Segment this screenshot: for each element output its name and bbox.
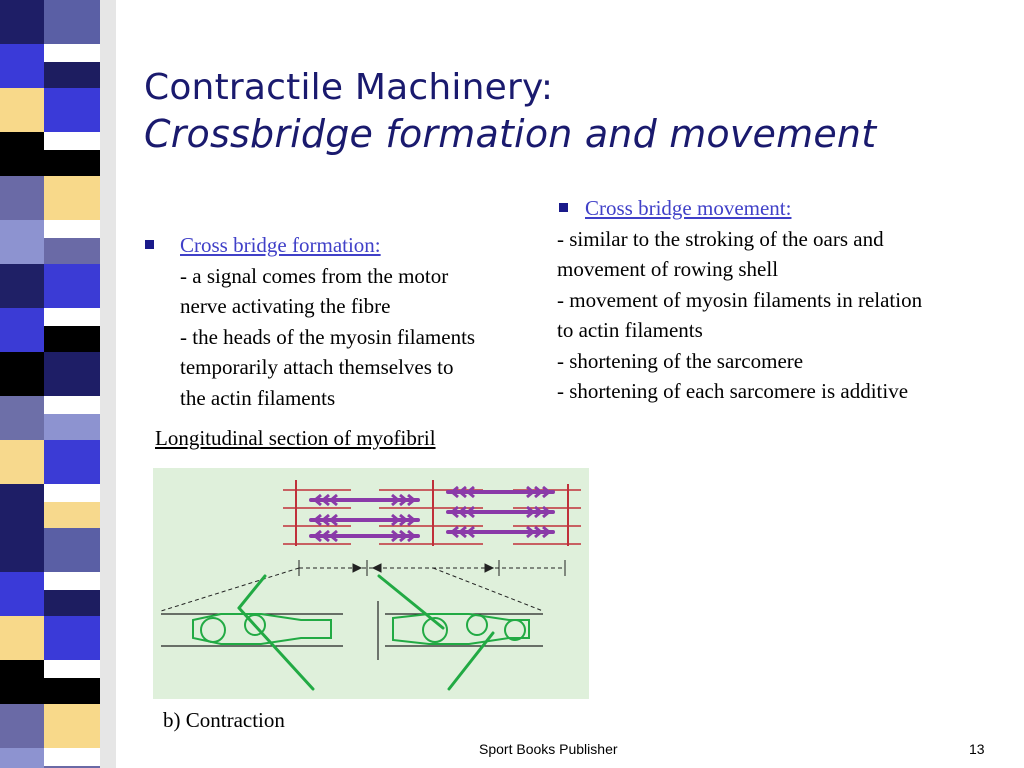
footer-publisher: Sport Books Publisher xyxy=(479,741,618,757)
strip-block xyxy=(44,176,100,220)
cross-bridge-formation-link[interactable]: Cross bridge formation: xyxy=(180,233,381,257)
strip-block xyxy=(44,704,100,748)
measurement-line xyxy=(299,560,565,576)
strip-block xyxy=(0,440,44,484)
cross-bridge-movement-link[interactable]: Cross bridge movement: xyxy=(585,196,792,220)
left-bullet-line: nerve activating the fibre xyxy=(180,294,391,318)
right-bullet-line: - shortening of the sarcomere xyxy=(557,348,804,373)
strip-block xyxy=(44,528,100,572)
strip-block xyxy=(44,88,100,132)
right-bullet-line: movement of rowing shell xyxy=(557,257,779,281)
strip-edge xyxy=(100,0,116,768)
oars xyxy=(239,576,493,689)
title-line-1: Contractile Machinery: xyxy=(144,67,554,108)
strip-block xyxy=(0,264,44,308)
decorative-left-strip xyxy=(0,0,116,768)
left-bullet-line: temporarily attach themselves to xyxy=(180,355,454,379)
strip-block xyxy=(0,308,44,352)
myofibril-contraction-figure xyxy=(153,468,589,699)
strip-block xyxy=(44,352,100,396)
strip-block xyxy=(0,572,44,616)
strip-block xyxy=(0,396,44,440)
strip-block xyxy=(0,220,44,264)
myofibril-illustration xyxy=(153,468,589,699)
figure-subcaption: b) Contraction xyxy=(163,708,285,732)
strip-block xyxy=(44,440,100,484)
left-bullet-line: - a signal comes from the motor xyxy=(180,263,449,288)
strip-block xyxy=(0,176,44,220)
strip-block xyxy=(0,528,44,572)
left-bullet-line: - the heads of the myosin filaments xyxy=(180,324,476,349)
slide-title xyxy=(144,66,1004,158)
strip-block xyxy=(0,88,44,132)
strip-block xyxy=(0,44,44,88)
left-bullet-block xyxy=(180,230,550,413)
right-bullet-block xyxy=(557,193,1017,407)
strip-block xyxy=(0,748,44,768)
right-bullet-line: to actin filaments xyxy=(557,318,703,342)
right-bullet-line: - movement of myosin filaments in relation xyxy=(557,287,923,312)
strip-block xyxy=(0,660,44,704)
strip-block xyxy=(44,616,100,660)
left-bullet-line: the actin filaments xyxy=(180,385,336,410)
title-line-2: Crossbridge formation and movement xyxy=(144,112,877,156)
strip-block xyxy=(0,484,44,528)
strip-block xyxy=(44,0,100,44)
strip-block xyxy=(0,616,44,660)
strip-block xyxy=(0,352,44,396)
bullet-square-icon xyxy=(145,240,154,249)
strip-block xyxy=(44,264,100,308)
right-bullet-line: - similar to the stroking of the oars and xyxy=(557,226,884,251)
strip-block xyxy=(0,0,44,44)
strip-block xyxy=(0,132,44,176)
figure-caption: Longitudinal section of myofibril xyxy=(155,426,436,450)
rowers xyxy=(193,614,529,644)
footer-page-number: 13 xyxy=(969,741,985,757)
strip-block xyxy=(0,704,44,748)
right-bullet-line: - shortening of each sarcomere is additive xyxy=(557,379,909,403)
perspective-lines xyxy=(161,568,543,611)
